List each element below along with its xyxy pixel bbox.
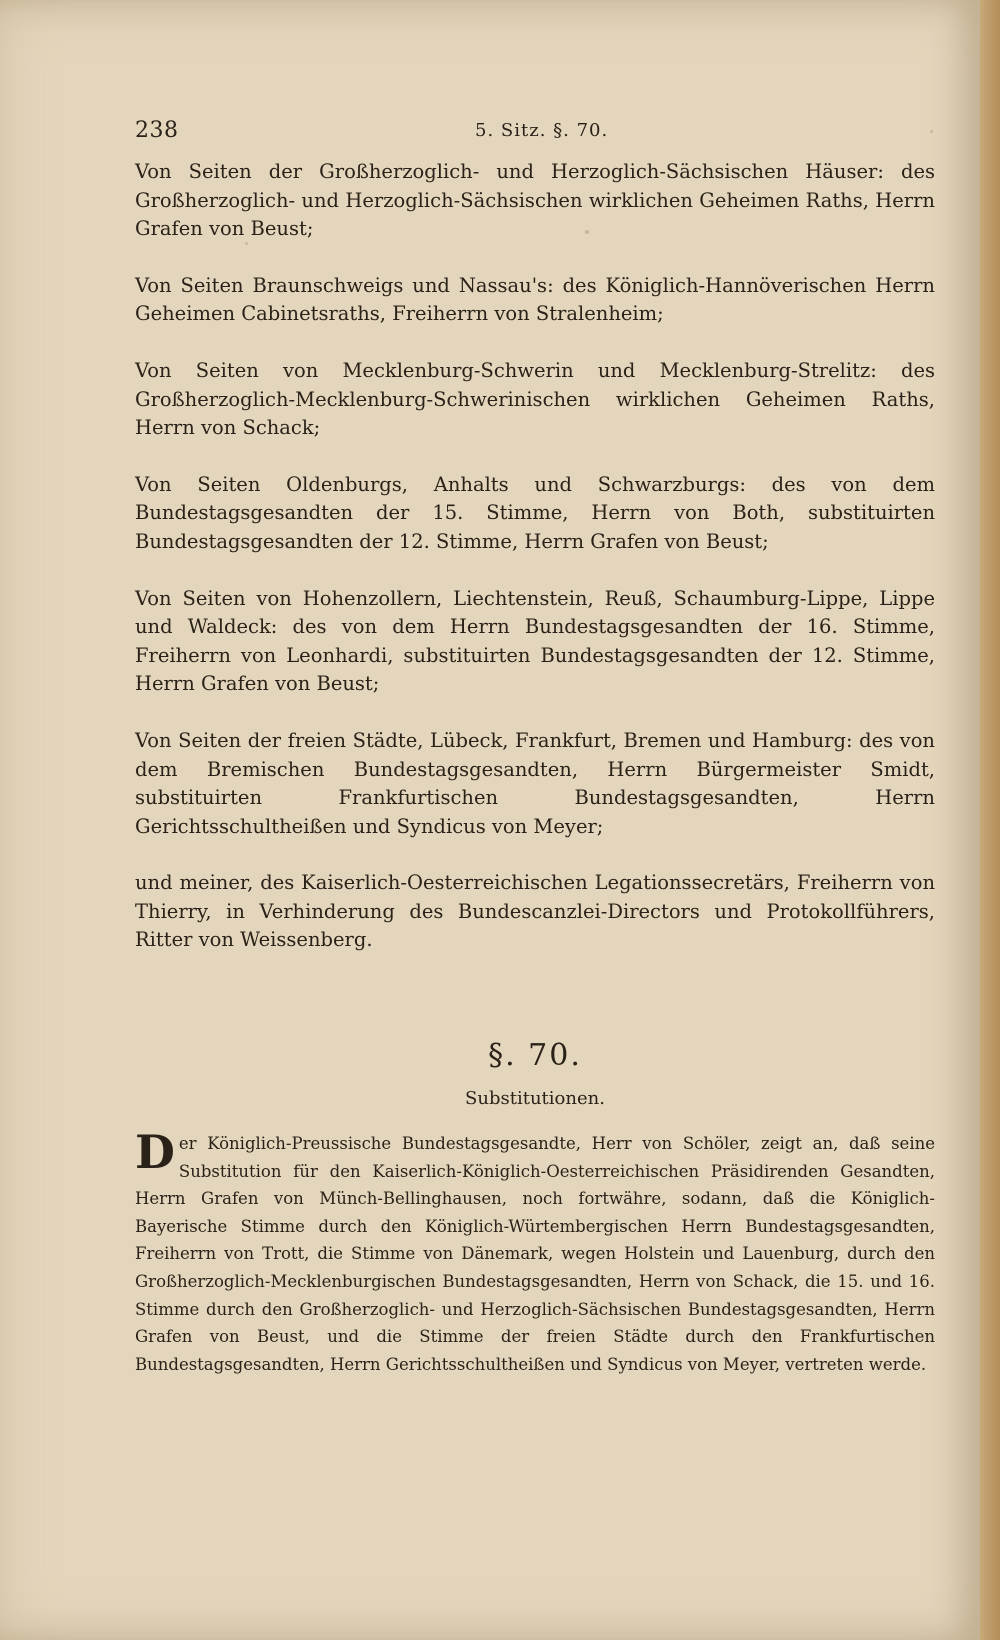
page-header — [135, 118, 935, 148]
drop-cap: D — [135, 1125, 175, 1179]
running-head: 5. Sitz. §. 70. — [475, 120, 609, 141]
section-subtitle: Substitutionen. — [465, 1088, 605, 1109]
paragraph: Von Seiten Braunschweigs und Nassau's: des Königlich-Hannöverischen Herrn Geheimen Cabinetsraths, Freiherrn von Stralenheim; — [135, 273, 935, 326]
paragraph: und meiner, des Kaiserlich-Oesterreichischen Legationssecretärs, Freiherrn von Thierry, in Verhinderung des Bundescanzlei-Directors und Protokollführers, Ritter von Weissenberg. — [135, 871, 935, 952]
section-body — [135, 1125, 935, 1378]
paragraph: Von Seiten von Hohenzollern, Liechtenstein, Reuß, Schaumburg-Lippe, Lippe und Waldeck: des von dem Herrn Bundestagsgesandten der 16. Stimme, Freiherrn von Leonhardi, substituirten Bundestagsgesandten der 12. Stimme, Herrn Grafen von Beust; — [135, 586, 935, 696]
section-title: §. 70. — [488, 1038, 582, 1073]
paragraph: Von Seiten Oldenburgs, Anhalts und Schwarzburgs: des von dem Bundestagsgesandten der 15. Stimme, Herrn von Both, substituirten Bundestagsgesandten der 12. Stimme, Herrn Grafen von Beust; — [135, 472, 935, 553]
page-number: 238 — [135, 118, 179, 143]
attendance-list — [135, 158, 935, 983]
paragraph: Von Seiten von Mecklenburg-Schwerin und Mecklenburg-Strelitz: des Großherzoglich-Mecklenburg-Schwerinischen wirklichen Geheimen Raths, Herrn von Schack; — [135, 358, 935, 440]
paragraph: Von Seiten der Großherzoglich- und Herzoglich-Sächsischen Häuser: des Großherzoglich- und Herzoglich-Sächsischen wirklichen Geheimen Raths, Herrn Grafen von Beust; — [135, 160, 935, 241]
page-edge — [980, 0, 1000, 1640]
paragraph: Von Seiten der freien Städte, Lübeck, Frankfurt, Bremen und Hamburg: des von dem Bremischen Bundestagsgesandten, Herrn Bürgermeister Smidt, substituirten Frankfurtischen Bundestagsgesandten, Herrn Gerichtsschultheißen und Syndicus von Meyer; — [135, 728, 935, 838]
section-text: er Königlich-Preussische Bundestagsgesandte, Herr von Schöler, zeigt an, daß seine Substitution für den Kaiserlich-Königlich-Oesterreichischen Präsidirenden Gesandten, Herrn Grafen von Münch-Bellinghausen, noch fortwähre, sodann, daß die Königlich-Bayerische Stimme durch den Königlich-Würtembergischen Herrn Bundestagsgesandten, Freiherrn von Trott, die Stimme von Dänemark, wegen Holstein und Lauenburg, durch den Großherzoglich-Mecklenburgischen Bundestagsgesandten, Herrn von Schack, die 15. und 16. Stimme durch den Großherzoglich- und Herzoglich-Sächsischen Bundestagsgesandten, Herrn Grafen von Beust, und die Stimme der freien Städte durch den Frankfurtischen Bundestagsgesandten, Herrn Gerichtsschultheißen und Syndicus von Meyer, vertreten werde. — [135, 1134, 935, 1374]
